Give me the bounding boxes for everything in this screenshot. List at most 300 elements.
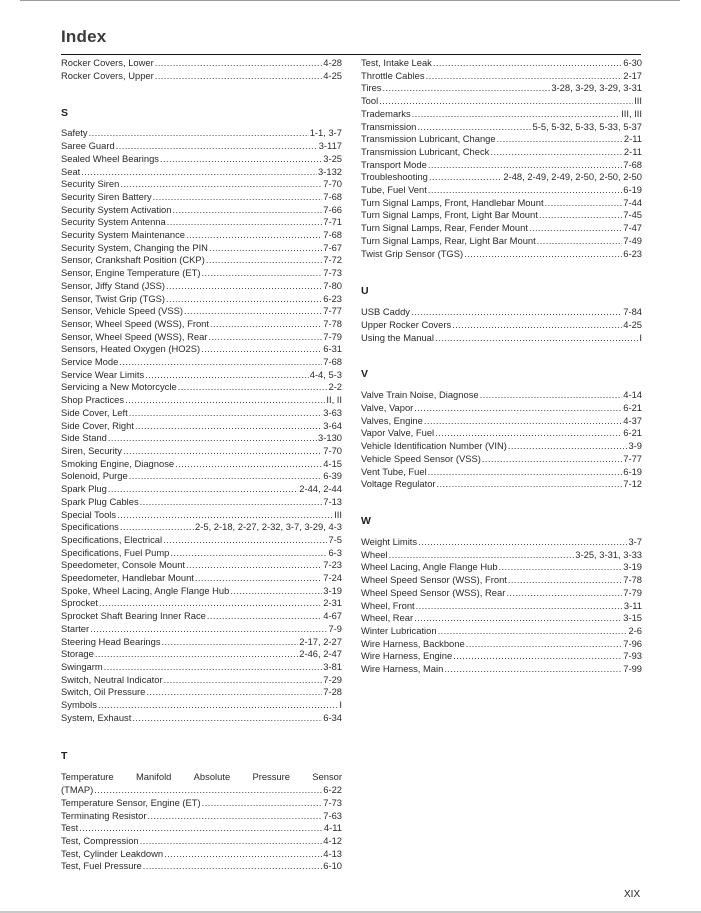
entry-pages: 7-79 [623, 586, 642, 598]
dot-leader [117, 509, 333, 522]
entry-pages: 5-5, 5-32, 5-33, 5-33, 5-37 [532, 120, 642, 132]
entry-pages: 6-23 [323, 292, 342, 304]
entry-term: Turn Signal Lamps, Front, Light Bar Mount [361, 209, 538, 221]
entry-term: Spoke, Wheel Lacing, Angle Flange Hub [61, 584, 230, 596]
entry-term: Sprocket [61, 597, 98, 609]
entry-pages: III, III [621, 107, 642, 119]
entry-term: Transport Mode [361, 158, 427, 170]
index-entry [61, 356, 342, 369]
dot-leader [104, 661, 323, 674]
index-entry [61, 458, 342, 471]
index-entry [61, 216, 342, 229]
entry-pages: 4-12 [323, 834, 342, 846]
entry-pages: 6-31 [323, 343, 342, 355]
index-entry [361, 235, 642, 248]
entry-pages: 7-99 [623, 663, 642, 675]
entry-term: Vehicle Identification Number (VIN) [361, 440, 507, 452]
entry-pages: 3-25, 3-31, 3-33 [575, 548, 642, 560]
entry-pages: 7-5 [328, 533, 342, 545]
index-entry [61, 521, 342, 534]
index-entry [61, 636, 342, 649]
entry-term: Wire Harness, Backbone [361, 637, 465, 649]
index-entry [61, 686, 342, 699]
dot-leader [170, 547, 327, 560]
entries-group [361, 536, 642, 676]
index-entry [61, 848, 342, 861]
entry-term: Siren, Security [61, 444, 122, 456]
entry-pages: 7-78 [323, 317, 342, 329]
index-entry [361, 478, 642, 491]
entry-term: Weight Limits [361, 535, 418, 547]
index-entry [61, 127, 342, 140]
entry-term: Test, Intake Leak [361, 57, 432, 68]
entry-term: Voltage Regulator [361, 478, 436, 490]
entry-term: Valves, Engine [361, 414, 423, 426]
dot-leader [175, 458, 322, 471]
index-entry [361, 133, 642, 146]
entry-pages: 4-25 [623, 318, 642, 330]
entry-pages: 7-72 [323, 254, 342, 266]
index-entry [61, 166, 342, 179]
entry-term: Security System Antenna [61, 216, 166, 228]
entry-pages: 2-6 [628, 624, 642, 636]
entry-pages: 7-77 [623, 452, 642, 464]
dot-leader [435, 427, 622, 440]
entry-term: Rocker Covers, Upper [61, 69, 154, 81]
index-entry [361, 121, 642, 134]
entry-pages: 3-7 [628, 535, 642, 547]
entry-term: Saree Guard [61, 140, 115, 152]
entry-term: Throttle Cables [361, 69, 425, 81]
dot-leader [379, 95, 633, 108]
entry-pages: 3-11 [623, 599, 642, 611]
index-entry [361, 108, 642, 121]
entry-term: Upper Rocker Covers [361, 318, 452, 330]
dot-leader [146, 686, 322, 699]
entry-pages: 2-5, 2-18, 2-27, 2-32, 3-7, 3-29, 4-3 [195, 521, 342, 533]
entry-pages: 7-70 [323, 444, 342, 456]
dot-leader [414, 402, 622, 415]
index-entry [361, 427, 642, 440]
entry-pages: 2-11 [623, 145, 642, 157]
index-entry [61, 661, 342, 674]
entry-pages: 3-19 [623, 561, 642, 573]
entry-pages: 6-19 [623, 184, 642, 196]
entry-term: Side Cover, Right [61, 419, 134, 431]
entry-pages: 7-29 [323, 673, 342, 685]
dot-leader [153, 191, 323, 204]
entry-term: Side Stand [61, 432, 107, 444]
entry-word: Absolute [193, 771, 231, 783]
dot-leader [143, 860, 322, 873]
dot-leader [120, 521, 194, 534]
index-entry [361, 306, 642, 319]
entry-pages: 7-23 [323, 559, 342, 571]
entry-term: Switch, Neutral Indicator [61, 673, 163, 685]
dot-leader [452, 319, 622, 332]
index-entry [61, 572, 342, 585]
index-entry [361, 453, 642, 466]
right-column [361, 57, 642, 676]
index-entry [361, 209, 642, 222]
index-entry [61, 153, 342, 166]
dot-leader [480, 389, 623, 402]
dot-leader [98, 699, 338, 712]
entry-term: Tires [361, 82, 382, 94]
dot-leader [428, 184, 622, 197]
dot-leader [508, 574, 622, 587]
entry-term: Test, Compression [61, 834, 139, 846]
dot-leader [195, 572, 322, 585]
entry-term: Tube, Fuel Vent [361, 184, 427, 196]
entry-pages: 7-80 [323, 279, 342, 291]
entry-pages: 1-1, 3-7 [309, 127, 342, 139]
dot-leader [429, 171, 502, 184]
section-letter-u: U [361, 285, 369, 298]
dot-leader [140, 496, 323, 509]
dot-leader [178, 381, 328, 394]
entry-pages: 7-84 [623, 306, 642, 318]
entry-pages: 7-70 [323, 178, 342, 190]
dot-leader [411, 306, 622, 319]
dot-leader [545, 197, 623, 210]
entry-pages: 4-14 [623, 389, 642, 401]
dot-leader [129, 470, 323, 483]
entry-pages: 3-15 [623, 612, 642, 624]
dot-leader [125, 394, 325, 407]
entry-term: Winter Lubrication [361, 624, 437, 636]
entry-term: Sensor, Vehicle Speed (VSS) [61, 305, 183, 317]
dot-leader [132, 712, 322, 725]
dot-leader [497, 133, 623, 146]
entries-group [361, 306, 642, 344]
dot-leader [444, 663, 622, 676]
entry-pages: 7-47 [623, 222, 642, 234]
entries-group [361, 57, 642, 260]
entry-pages: 4-37 [623, 414, 642, 426]
index-entry [361, 82, 642, 95]
entry-term: Rocker Covers, Lower [61, 57, 154, 68]
entry-term: Storage [61, 648, 94, 660]
section-letter-v: V [361, 368, 369, 381]
entry-pages: 6-10 [323, 860, 342, 872]
entries-group [61, 127, 342, 724]
entry-pages: 2-2 [328, 381, 342, 393]
entry-pages: 4-28 [323, 57, 342, 68]
dot-leader [202, 797, 323, 810]
entry-word: Temperature [61, 771, 114, 783]
entry-term: Wheel Speed Sensor (WSS), Front [361, 574, 507, 586]
dot-leader [529, 222, 622, 235]
entry-pages: 7-79 [323, 330, 342, 342]
entry-pages: 4-25 [323, 69, 342, 81]
index-entry [361, 549, 642, 562]
index-entry [361, 625, 642, 638]
dot-leader [119, 356, 322, 369]
index-entry [361, 402, 642, 415]
index-entry [61, 810, 342, 823]
section-letter-w: W [361, 514, 371, 527]
dot-leader [186, 229, 322, 242]
entry-term: Wire Harness, Main [361, 663, 444, 675]
entry-term: Swingarm [61, 660, 103, 672]
index-entry [361, 638, 642, 651]
entries-group [361, 389, 642, 491]
entry-term: Safety [61, 127, 88, 139]
entry-term: Transmission [361, 120, 417, 132]
dot-leader [123, 445, 322, 458]
entry-pages: 7-78 [623, 574, 642, 586]
entry-term: USB Caddy [361, 306, 410, 318]
dot-leader [499, 561, 623, 574]
index-entry [61, 445, 342, 458]
dot-leader [466, 638, 623, 651]
dot-leader [145, 369, 309, 382]
dot-leader [140, 835, 323, 848]
entry-term: Specifications, Fuel Pump [61, 546, 170, 558]
entry-term: Sensor, Crankshaft Position (CKP) [61, 254, 205, 266]
dot-leader [95, 648, 298, 661]
entry-pages: 6-39 [323, 470, 342, 482]
entry-pages: 6-21 [623, 427, 642, 439]
title-rule [61, 54, 641, 55]
dot-leader [428, 159, 622, 172]
entry-term: Terminating Resistor [61, 809, 147, 821]
entry-pages: 6-21 [623, 402, 642, 414]
entry-pages: III [334, 508, 342, 520]
entry-term: Test, Fuel Pressure [61, 860, 142, 872]
entry-term: Sensors, Heated Oxygen (HO2S) [61, 343, 201, 355]
entry-pages: 3-130 [318, 432, 342, 444]
entry-pages: I [339, 699, 342, 711]
entry-term: Turn Signal Lamps, Front, Handlebar Mount [361, 196, 544, 208]
index-entry [61, 648, 342, 661]
index-entry [361, 57, 642, 70]
dot-leader [162, 636, 299, 649]
entry-term: Sensor, Wheel Speed (WSS), Rear [61, 330, 208, 342]
dot-leader [164, 674, 323, 687]
entry-pages: 3-64 [323, 419, 342, 431]
dot-leader [164, 848, 322, 861]
entry-term: Sensor, Jiffy Stand (JSS) [61, 279, 166, 291]
dot-leader [166, 293, 322, 306]
index-entry [61, 331, 342, 344]
index-entry [361, 650, 642, 663]
index-entry [361, 95, 642, 108]
dot-leader [207, 610, 322, 623]
dot-leader [435, 332, 638, 345]
index-entry [61, 178, 342, 191]
dot-leader [166, 280, 322, 293]
index-entry [61, 559, 342, 572]
entry-term: Test, Cylinder Leakdown [61, 847, 164, 859]
dot-leader [424, 415, 622, 428]
entry-word: Manifold [135, 771, 172, 783]
entry-pages: 3-19 [323, 584, 342, 596]
dot-leader [433, 57, 622, 70]
index-entry [61, 597, 342, 610]
dot-leader [135, 420, 322, 433]
entry-pages: 7-24 [323, 572, 342, 584]
entry-term: Specifications, Electrical [61, 533, 163, 545]
entry-term: Wheel, Front [361, 599, 415, 611]
entry-term: Steering Head Bearings [61, 635, 161, 647]
entry-term: Vent Tube, Fuel [361, 465, 427, 477]
dot-leader [426, 70, 623, 83]
entry-term: Turn Signal Lamps, Rear, Light Bar Mount [361, 234, 536, 246]
entry-term: Spark Plug [61, 483, 107, 495]
index-entry [61, 242, 342, 255]
dot-leader [490, 146, 623, 159]
entry-pages: III [634, 95, 642, 107]
index-entry [61, 70, 342, 83]
entry-term: Temperature Sensor, Engine (ET) [61, 796, 201, 808]
dot-leader [437, 478, 623, 491]
entry-pages: 7-49 [623, 234, 642, 246]
index-entry [61, 394, 342, 407]
dot-leader [79, 822, 323, 835]
entry-pages: 3-28, 3-29, 3-29, 3-31 [551, 82, 642, 94]
entry-term: Valve, Vapor [361, 402, 414, 414]
dot-leader [108, 432, 317, 445]
dot-leader [201, 267, 322, 280]
index-entry [61, 699, 342, 712]
index-entry [361, 319, 642, 332]
entry-term: Wheel [361, 548, 388, 560]
entry-pages: 4-11 [323, 822, 342, 834]
index-entry [61, 204, 342, 217]
index-entry [61, 797, 342, 810]
index-entry [61, 229, 342, 242]
entry-pages: 2-31 [323, 597, 342, 609]
entry-term: Sensor, Engine Temperature (ET) [61, 267, 201, 279]
index-entry [361, 389, 642, 402]
entry-term: Transmission Lubricant, Change [361, 133, 496, 145]
index-entry [361, 222, 642, 235]
entry-term: Service Mode [61, 356, 119, 368]
entry-pages: I [639, 331, 642, 343]
entry-term: Switch, Oil Pressure [61, 686, 146, 698]
dot-leader [230, 585, 322, 598]
index-entry [361, 574, 642, 587]
index-entry [61, 623, 342, 636]
entry-term: System, Exhaust [61, 711, 132, 723]
dot-leader [108, 483, 298, 496]
dot-leader [539, 209, 622, 222]
entry-pages: 7-13 [323, 495, 342, 507]
entry-term: Wheel Lacing, Angle Flange Hub [361, 561, 498, 573]
entry-pages: 4-67 [323, 610, 342, 622]
dot-leader [155, 57, 322, 70]
index-entry [61, 140, 342, 153]
entry-pages: 7-68 [323, 356, 342, 368]
entry-pages: 7-68 [323, 229, 342, 241]
entries-group [61, 57, 342, 82]
dot-leader [201, 343, 322, 356]
entry-term: Security Siren [61, 178, 120, 190]
entry-term: Spark Plug Cables [61, 495, 139, 507]
index-entry [361, 466, 642, 479]
dot-leader [90, 623, 327, 636]
index-entry [361, 171, 642, 184]
entry-pages: 6-22 [323, 784, 342, 796]
index-entry [361, 159, 642, 172]
dot-leader [116, 140, 318, 153]
entry-term: Security System, Changing the PIN [61, 241, 208, 253]
dot-leader [508, 440, 628, 453]
dot-leader [184, 305, 322, 318]
entry-pages: 2-46, 2-47 [299, 648, 342, 660]
index-entry [61, 860, 342, 873]
entry-pages: 7-66 [323, 203, 342, 215]
wrapped-entry-line2 [61, 784, 342, 797]
entry-pages: 4-13 [323, 847, 342, 859]
dot-leader [94, 784, 322, 797]
entry-pages: 3-25 [323, 152, 342, 164]
entry-pages: 3-81 [323, 660, 342, 672]
entry-pages: 2-17, 2-27 [299, 635, 342, 647]
entry-term: Twist Grip Sensor (TGS) [361, 247, 464, 259]
dot-leader [129, 407, 323, 420]
dot-leader [418, 536, 627, 549]
entry-term: Vapor Valve, Fuel [361, 427, 435, 439]
index-entry [61, 293, 342, 306]
entry-term: Test [61, 822, 79, 834]
entry-term: Security Siren Battery [61, 190, 152, 202]
index-entry [61, 585, 342, 598]
dot-leader [172, 204, 322, 217]
entry-term: Security System Maintenance [61, 229, 186, 241]
index-entry-wrapped [61, 771, 342, 796]
entry-term: Servicing a New Motorcycle [61, 381, 177, 393]
index-entry [61, 432, 342, 445]
page-number: XIX [624, 889, 641, 900]
entry-term: Valve Train Noise, Diagnose [361, 389, 479, 401]
index-entry [61, 483, 342, 496]
index-entry [361, 248, 642, 261]
entry-pages: 2-44, 2-44 [299, 483, 342, 495]
entry-term: Specifications [61, 521, 119, 533]
index-entry [361, 587, 642, 600]
entry-word: Pressure [252, 771, 290, 783]
index-entry [61, 547, 342, 560]
dot-leader [412, 108, 620, 121]
entry-pages: 3-63 [323, 406, 342, 418]
entry-term: Service Wear Limits [61, 368, 145, 380]
dot-leader [99, 597, 322, 610]
entry-pages: 7-71 [323, 216, 342, 228]
dot-leader [438, 625, 628, 638]
entry-term: Shop Practices [61, 394, 125, 406]
index-entry [361, 332, 642, 345]
dot-leader [453, 650, 622, 663]
entry-word: Sensor [312, 771, 342, 783]
entry-pages: 4-15 [323, 457, 342, 469]
dot-leader [428, 466, 623, 479]
entry-pages: 6-23 [623, 247, 642, 259]
index-entry [61, 470, 342, 483]
index-entry [61, 496, 342, 509]
page-top-edge [20, 0, 680, 1]
index-entry [361, 440, 642, 453]
entry-pages: 7-68 [623, 158, 642, 170]
index-entry [361, 146, 642, 159]
entry-pages: 7-96 [623, 637, 642, 649]
entry-term: Trademarks [361, 107, 411, 119]
dot-leader [482, 453, 622, 466]
index-entry [361, 612, 642, 625]
dot-leader [414, 612, 622, 625]
